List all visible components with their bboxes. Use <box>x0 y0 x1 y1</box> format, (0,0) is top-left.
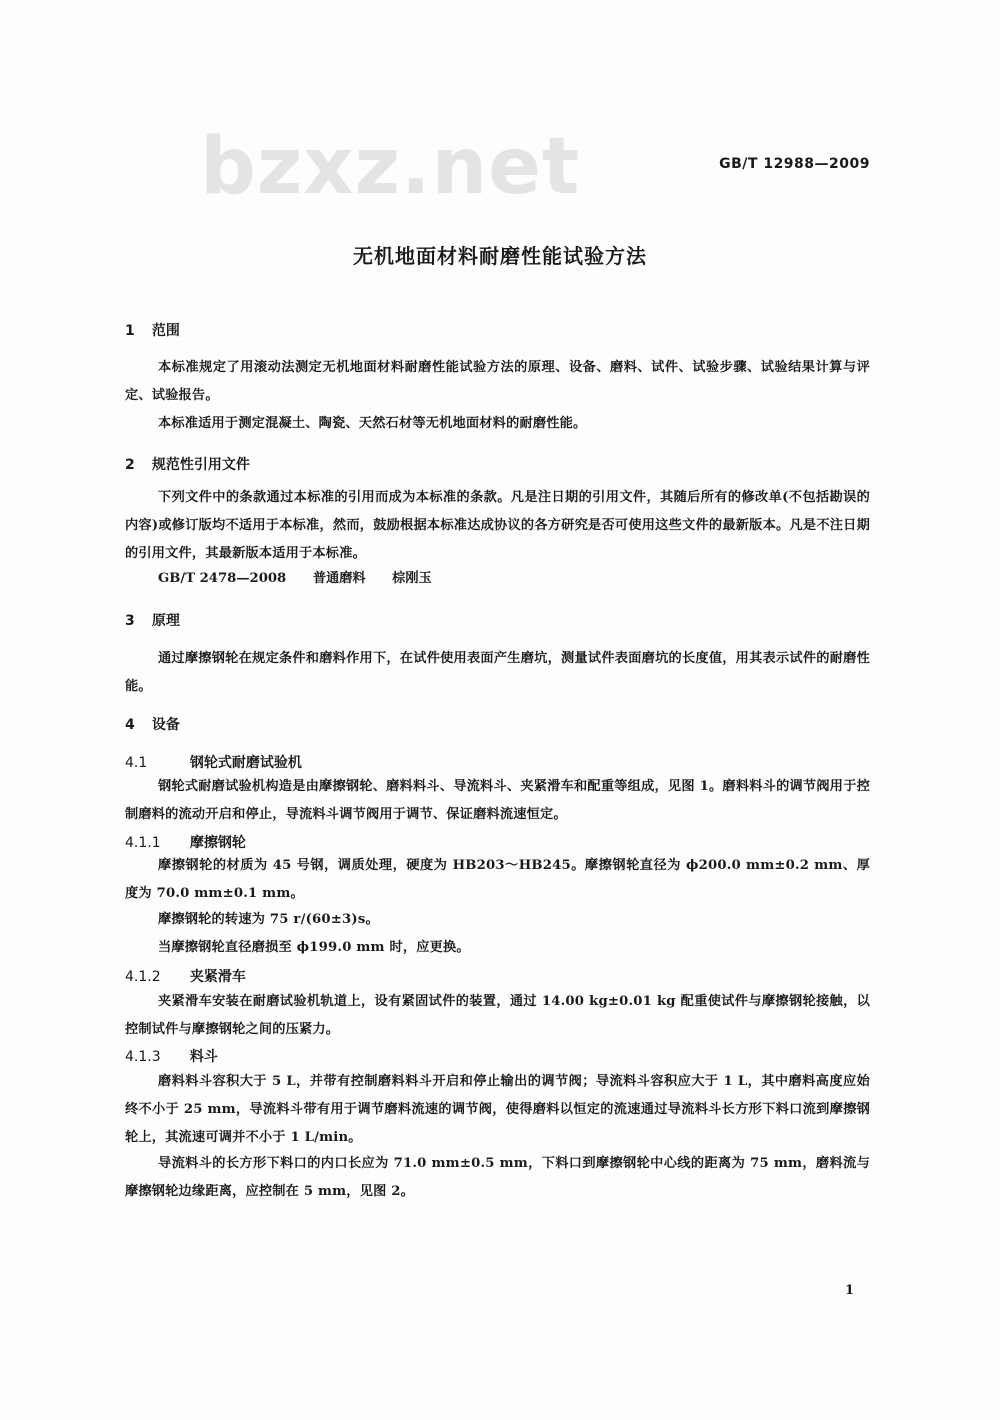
paragraph: 摩擦钢轮的材质为 45 号钢，调质处理，硬度为 HB203～HB245。摩擦钢轮直径为 ϕ200.0 mm±0.2 mm、厚度为 70.0 mm±0.1 mm。 <box>125 858 870 901</box>
paragraph: 本标准适用于测定混凝土、陶瓷、天然石材等无机地面材料的耐磨性能。 <box>158 416 587 431</box>
standard-code: GB/T 12988—2009 <box>719 156 870 172</box>
paragraph: 磨料料斗容积大于 5 L，并带有控制磨料料斗开启和停止输出的调节阀；导流料斗容积应大于 1 L，其中磨料高度应始终不小于 25 mm，导流料斗带有用于调节磨料流速的调节阀，使得磨料以恒定的流速通过导流料斗长方形下料口流到摩擦钢轮上，其流速可调并不小于 1 L/min。 <box>125 1074 870 1145</box>
paragraph: 通过摩擦钢轮在规定条件和磨料作用下，在试件使用表面产生磨坑，测量试件表面磨坑的长度值，用其表示试件的耐磨性能。 <box>125 651 870 694</box>
reference-item: 棕刚玉 <box>392 571 432 586</box>
section-number: 1 <box>125 323 135 339</box>
section-2-heading <box>125 454 250 474</box>
section-3-heading <box>125 610 180 630</box>
section-4-1-1-heading <box>125 832 246 852</box>
paragraph: 当摩擦钢轮直径磨损至 ϕ199.0 mm 时，应更换。 <box>158 940 470 955</box>
paragraph: 钢轮式耐磨试验机构造是由摩擦钢轮、磨料料斗、导流料斗、夹紧滑车和配重等组成，见图 1。磨料料斗的调节阀用于控制磨料的流动开启和停止，导流料斗调节阀用于调节、保证磨料流速恒定。 <box>125 779 870 822</box>
paragraph: 下列文件中的条款通过本标准的引用而成为本标准的条款。凡是注日期的引用文件，其随后所有的修改单(不包括勘误的内容)或修订版均不适用于本标准，然而，鼓励根据本标准达成协议的各方研究是否可使用这些文件的最新版本。凡是不注日期的引用文件，其最新版本适用于本标准。 <box>125 490 870 561</box>
section-number: 2 <box>125 457 135 473</box>
normative-reference <box>158 567 454 586</box>
section-title: 设备 <box>151 717 180 733</box>
section-number: 4.1.1 <box>125 835 161 851</box>
paragraph: 夹紧滑车安装在耐磨试验机轨道上，设有紧固试件的装置，通过 14.00 kg±0.01 kg 配重使试件与摩擦钢轮接触，以控制试件与摩擦钢轮之间的压紧力。 <box>125 994 870 1037</box>
section-4-1-3-heading <box>125 1046 218 1066</box>
reference-name: 普通磨料 <box>312 571 366 586</box>
section-1-heading <box>125 320 180 340</box>
section-title: 料斗 <box>189 1049 218 1065</box>
section-number: 4.1.3 <box>125 1049 161 1065</box>
page-number: 1 <box>845 1283 855 1298</box>
section-number: 4.1.2 <box>125 969 161 985</box>
watermark: bzxz.net <box>200 122 581 212</box>
section-4-heading <box>125 714 180 734</box>
section-title: 夹紧滑车 <box>189 969 246 985</box>
paragraph: 本标准规定了用滚动法测定无机地面材料耐磨性能试验方法的原理、设备、磨料、试件、试验步骤、试验结果计算与评定、试验报告。 <box>125 360 870 403</box>
section-4-1-heading <box>125 752 302 772</box>
section-number: 4.1 <box>125 755 148 771</box>
paragraph: 摩擦钢轮的转速为 75 r/(60±3)s。 <box>158 912 379 927</box>
section-4-1-2-heading <box>125 966 246 986</box>
section-title: 摩擦钢轮 <box>189 835 246 851</box>
section-title: 规范性引用文件 <box>151 457 250 473</box>
section-number: 3 <box>125 613 135 629</box>
reference-code: GB/T 2478—2008 <box>158 571 287 586</box>
page-title: 无机地面材料耐磨性能试验方法 <box>353 244 647 268</box>
paragraph: 导流料斗的长方形下料口的内口长应为 71.0 mm±0.5 mm，下料口到摩擦钢轮中心线的距离为 75 mm，磨料流与摩擦钢轮边缘距离，应控制在 5 mm，见图 2。 <box>125 1156 870 1199</box>
section-title: 原理 <box>151 613 180 629</box>
section-title: 钢轮式耐磨试验机 <box>189 755 302 771</box>
section-title: 范围 <box>151 323 180 339</box>
section-number: 4 <box>125 717 135 733</box>
